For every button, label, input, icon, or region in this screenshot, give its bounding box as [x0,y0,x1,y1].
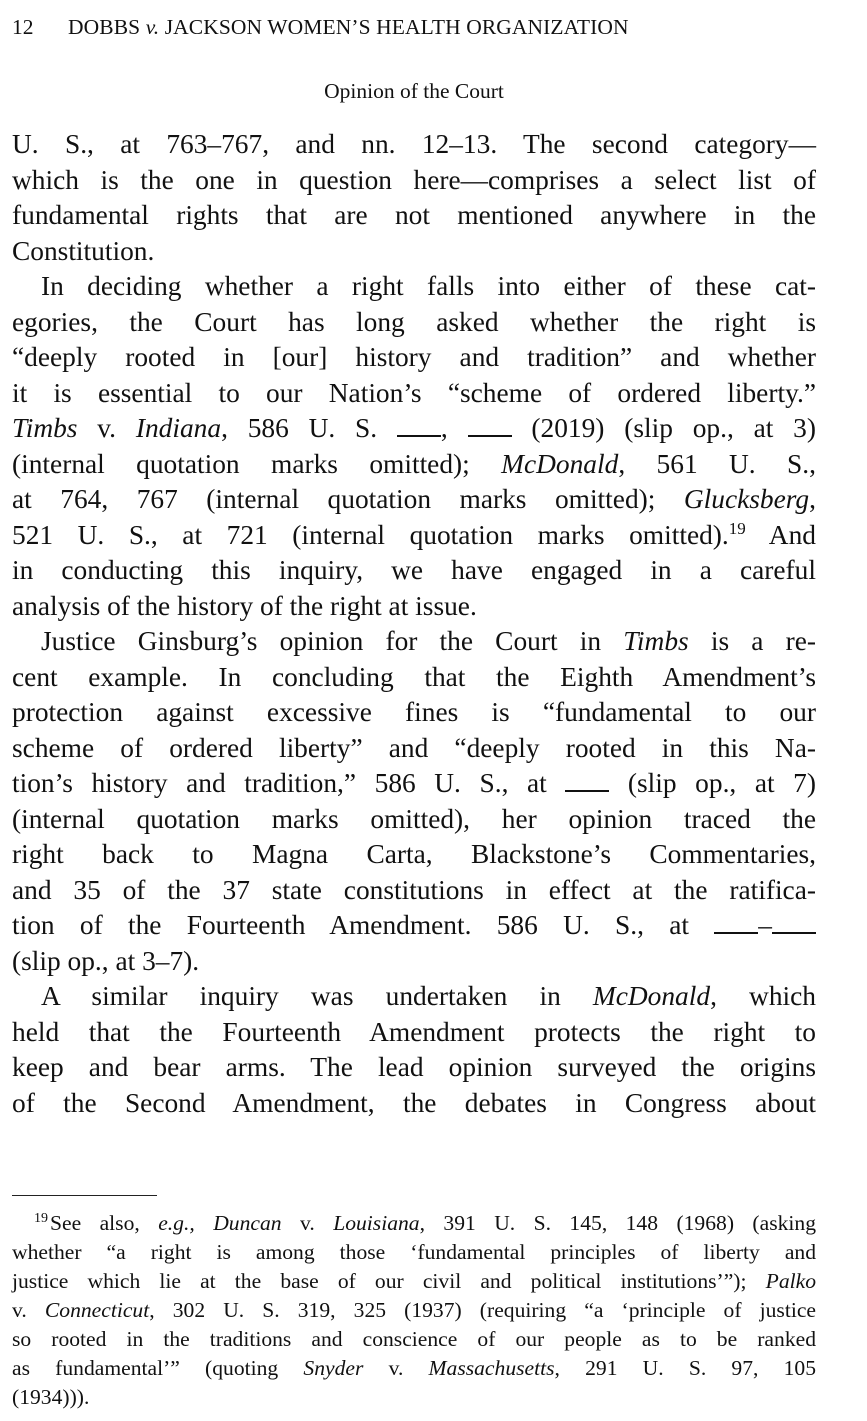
text-line: analysis of the history of the right at issue. [12,590,477,621]
case-name: Indiana [135,413,222,443]
text-line: and 35 of the 37 state constitutions in effect at the ratifica- [12,874,816,905]
text-line: held that the Fourteenth Amendment protects the right to [12,1016,816,1047]
footnote-line: v. Connecticut, 302 U. S. 319, 325 (1937) (requiring “a ‘principle of justice [12,1298,816,1322]
text-line: tion of the Fourteenth Amendment. 586 U. S., at – [12,908,816,944]
section-label: Opinion of the Court [324,79,504,103]
footnote-divider [12,1195,157,1196]
case-name: McDonald [592,981,711,1011]
text-line: scheme of ordered liberty” and “deeply rooted in this Na- [12,732,816,763]
paragraph-4 [12,979,816,1121]
footnote-19 [12,1209,816,1412]
footnote-line: whether “a right is among those ‘fundamental principles of liberty and [12,1240,816,1264]
paragraph-1 [12,127,816,269]
text-line: right back to Magna Carta, Blackstone’s Commentaries, [12,839,816,869]
text-line: at 764, 767 (internal quotation marks omitted); Glucksberg, [12,484,816,514]
text-line: it is essential to our Nation’s “scheme of ordered liberty.” [12,377,816,408]
running-header [12,12,832,42]
text-line: Justice Ginsburg’s opinion for the Court in Timbs is a re- [41,626,816,656]
text-line: protection against excessive fines is “fundamental to our [12,697,816,727]
case-name: Glucksberg [683,484,810,514]
text-line: (internal quotation marks omitted), her opinion traced the [12,803,816,834]
case-name: Connecticut [44,1298,150,1322]
case-name: Louisiana [333,1211,420,1235]
text-line: which is the one in question here—comprises a select list of [12,164,816,195]
footnote-line: so rooted in the traditions and conscience of our people as to be ranked [12,1327,816,1351]
text-line: (slip op., at 3–7). [12,945,200,976]
text-line: tion’s history and tradition,” 586 U. S., at (slip op., at 7) [12,768,816,798]
blank-page-line [772,912,816,934]
case-name: Timbs [12,413,78,443]
blank-page-line [565,770,609,792]
text-line: Constitution. [12,235,155,266]
footnote-reference[interactable]: 19 [728,518,746,538]
footnote-line: justice which lie at the base of our civil and political institutions’”); Palko [12,1269,816,1293]
blank-page-line [468,415,512,437]
text-line: Timbs v. Indiana, 586 U. S. , (2019) (slip op., at 3) [12,413,816,443]
opinion-body [12,127,816,1121]
case-name: Palko [765,1269,816,1293]
text-line: In deciding whether a right falls into either of these cat- [41,271,816,301]
case-name: Massachusetts [428,1356,555,1380]
case-name: Snyder [303,1356,364,1380]
text-line: 521 U. S., at 721 (internal quotation marks omitted).$^{19}$ And [12,518,816,550]
page-number: 12 [12,15,34,39]
text-line: (internal quotation marks omitted); McDonald, 561 U. S., [12,448,816,479]
footnote-number: 19 [34,1211,48,1226]
paragraph-3 [12,624,816,979]
case-title: DOBBS v. JACKSON WOMEN’S HEALTH ORGANIZATION [68,15,629,39]
footnote-line: $^{19}$See also, e.g., Duncan v. Louisiana, 391 U. S. 145, 148 (1968) (asking [34,1211,816,1235]
text-line: “deeply rooted in [our] history and tradition” and whether [12,342,816,372]
blank-page-line [714,912,758,934]
text-line: in conducting this inquiry, we have engaged in a careful [12,555,816,585]
paragraph-2 [12,269,816,624]
text-line: keep and bear arms. The lead opinion surveyed the origins [12,1052,816,1082]
text-line: U. S., at 763–767, and nn. 12–13. The second category— [12,129,816,159]
text-line: egories, the Court has long asked whether the right is [12,306,816,337]
case-name: Duncan [213,1211,282,1235]
text-line: A similar inquiry was undertaken in McDonald, which [41,981,816,1011]
footnote-line: as fundamental’” (quoting Snyder v. Massachusetts, 291 U. S. 97, 105 [12,1356,816,1380]
text-line: fundamental rights that are not mentioned anywhere in the [12,200,816,230]
footnote-line: (1934))). [12,1385,90,1409]
text-line: of the Second Amendment, the debates in Congress about [12,1087,816,1118]
case-name: Timbs [623,626,689,656]
text-line: cent example. In concluding that the Eighth Amendment’s [12,661,816,692]
case-name: McDonald [501,448,619,479]
blank-page-line [397,415,441,437]
